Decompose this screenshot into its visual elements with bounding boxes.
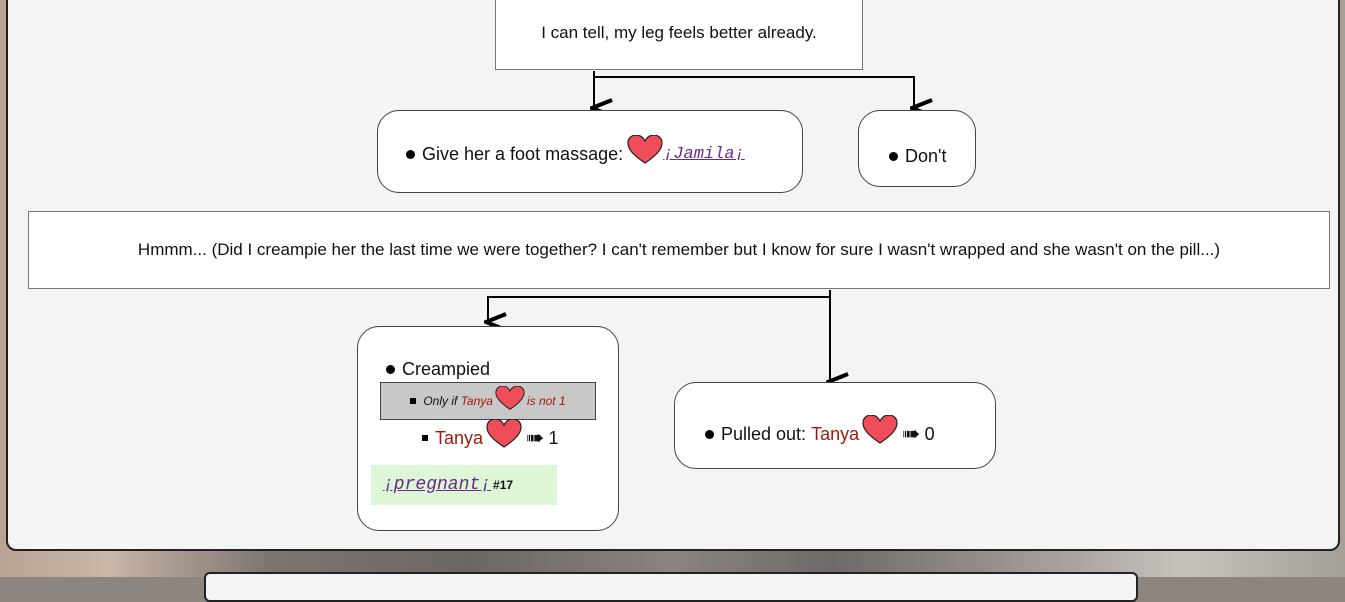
choice-foot-massage[interactable] <box>377 110 803 193</box>
effect-name: Tanya <box>435 427 484 448</box>
bullet-icon <box>889 152 898 161</box>
choice-creampied-label: Creampied <box>402 359 491 379</box>
choice-dont[interactable] <box>858 110 976 187</box>
choice-foot-massage-label: Give her a foot massage: <box>422 143 624 164</box>
pregnant-link[interactable]: ¡pregnant¡ <box>383 475 492 495</box>
bullet-icon <box>406 150 415 159</box>
heart-icon <box>495 386 525 411</box>
condition-suffix: is not 1 <box>526 394 566 408</box>
arrow-right-icon: ➠ <box>526 425 545 450</box>
bullet-icon <box>386 365 395 374</box>
dialogue-text-top: I can tell, my leg feels better already. <box>541 23 817 42</box>
link-badge: #17 <box>493 478 514 492</box>
pulled-out-name: Tanya <box>811 423 860 444</box>
jamila-link[interactable]: ¡Jamila¡ <box>663 144 745 164</box>
heart-icon <box>486 419 522 449</box>
pulled-out-value: 0 <box>924 423 935 444</box>
condition-prefix: Only if <box>423 394 458 408</box>
heart-icon <box>862 415 898 445</box>
dialogue-text-middle: Hmmm... (Did I creampie her the last time we were together? I can't remember but I know for sure I wasn't wrapped and she wasn't on the pill...) <box>137 240 1221 259</box>
condition-name: Tanya <box>460 394 493 408</box>
choice-pulled-out[interactable] <box>674 382 996 469</box>
square-bullet-icon <box>410 398 416 404</box>
choice-pulled-out-label: Pulled out: <box>721 423 807 444</box>
condition-row <box>380 382 596 420</box>
effect-row <box>422 425 559 451</box>
connector-top-right <box>594 71 914 108</box>
pregnant-link-row <box>371 465 557 505</box>
heart-icon <box>627 135 663 165</box>
choice-dont-label: Don't <box>905 146 947 166</box>
arrow-right-icon: ➠ <box>902 421 921 446</box>
square-bullet-icon <box>422 435 428 441</box>
bullet-icon <box>705 430 714 439</box>
dialogue-box-top <box>495 0 863 70</box>
effect-value: 1 <box>548 427 559 448</box>
dialogue-box-middle <box>28 211 1330 289</box>
choice-creampied[interactable] <box>357 326 619 531</box>
connector-mid-left <box>488 290 830 322</box>
